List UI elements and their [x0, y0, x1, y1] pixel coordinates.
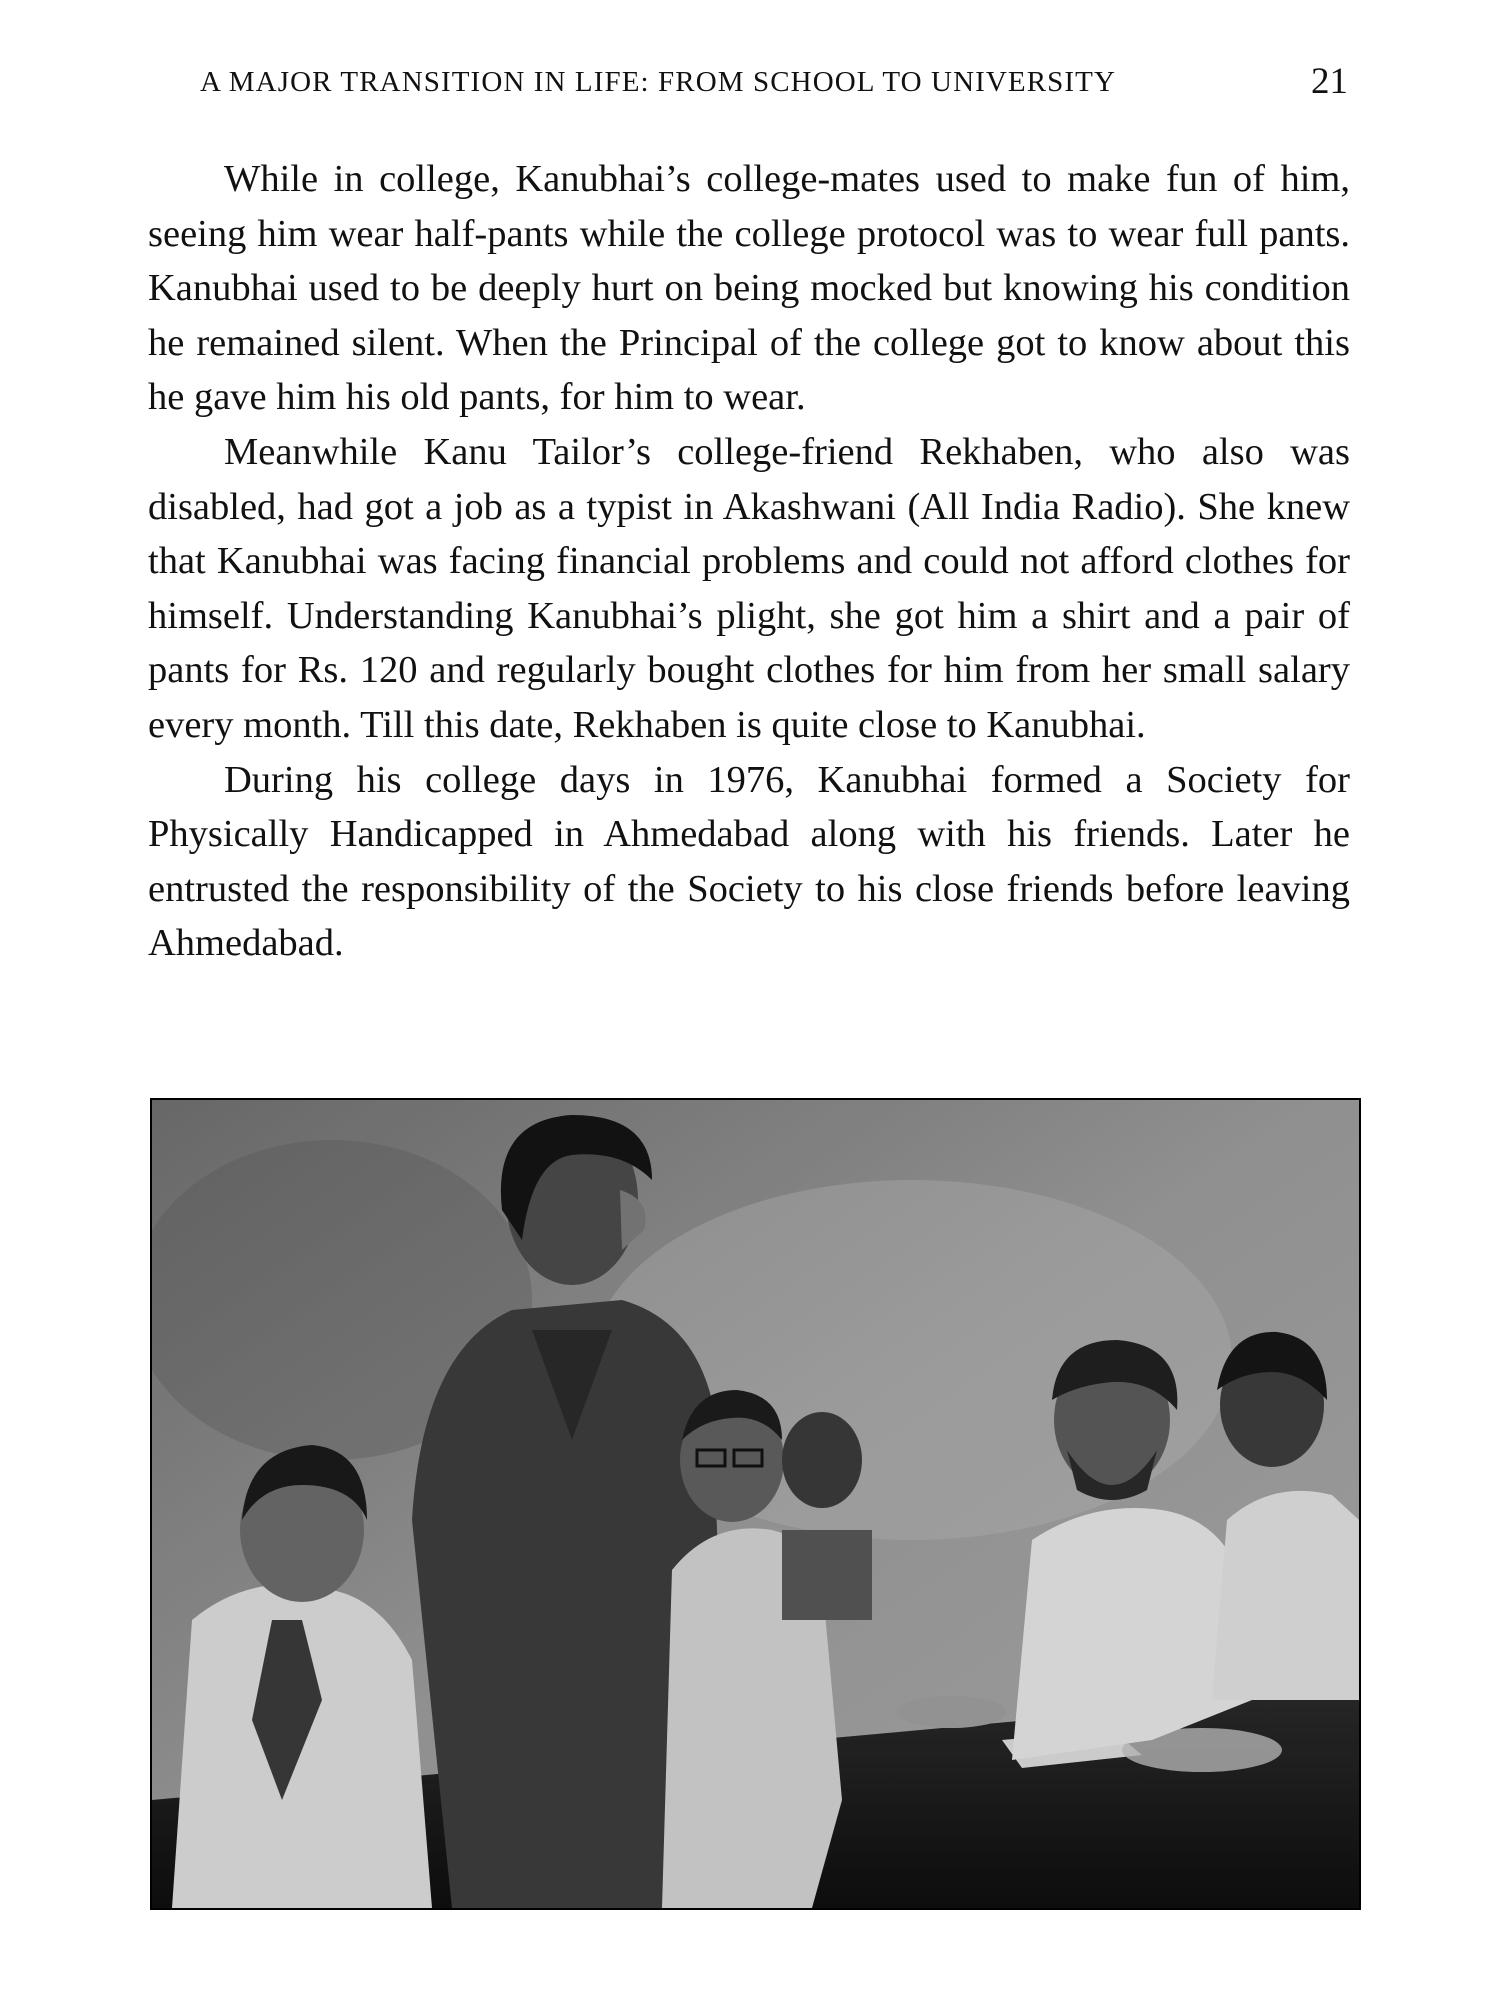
running-title: A MAJOR TRANSITION IN LIFE: FROM SCHOOL TO UNIVERSITY [200, 66, 1117, 98]
paragraph: While in college, Kanubhai’s college-mates used to make fun of him, seeing him wear half-pants while the college protocol was to wear full pants. Kanubhai used to be deeply hurt on being mocked but knowing his condition he remained silent. When the Principal of the college got to know about this he gave him his old pants, for him to wear. [148, 158, 1350, 419]
black-and-white-photograph [150, 1098, 1361, 1910]
paragraph: During his college days in 1976, Kanubhai formed a Society for Physically Handicapped in Ahmedabad along with his friends. Later he entrusted the responsibility of the Society to his close friends before leaving Ahmedabad. [148, 758, 1350, 965]
body-text [148, 152, 1350, 971]
photo-illustration [152, 1100, 1359, 1908]
page-number: 21 [1311, 61, 1348, 102]
paragraph: Meanwhile Kanu Tailor’s college-friend Rekhaben, who also was disabled, had got a job as a typist in Akashwani (All India Radio). She knew that Kanubhai was facing financial problems and could not afford clothes for himself. Understanding Kanubhai’s plight, she got him a shirt and a pair of pants for Rs. 120 and regularly bought clothes for him from her small salary every month. Till this date, Rekhaben is quite close to Kanubhai. [148, 430, 1350, 746]
running-head [148, 60, 1348, 104]
